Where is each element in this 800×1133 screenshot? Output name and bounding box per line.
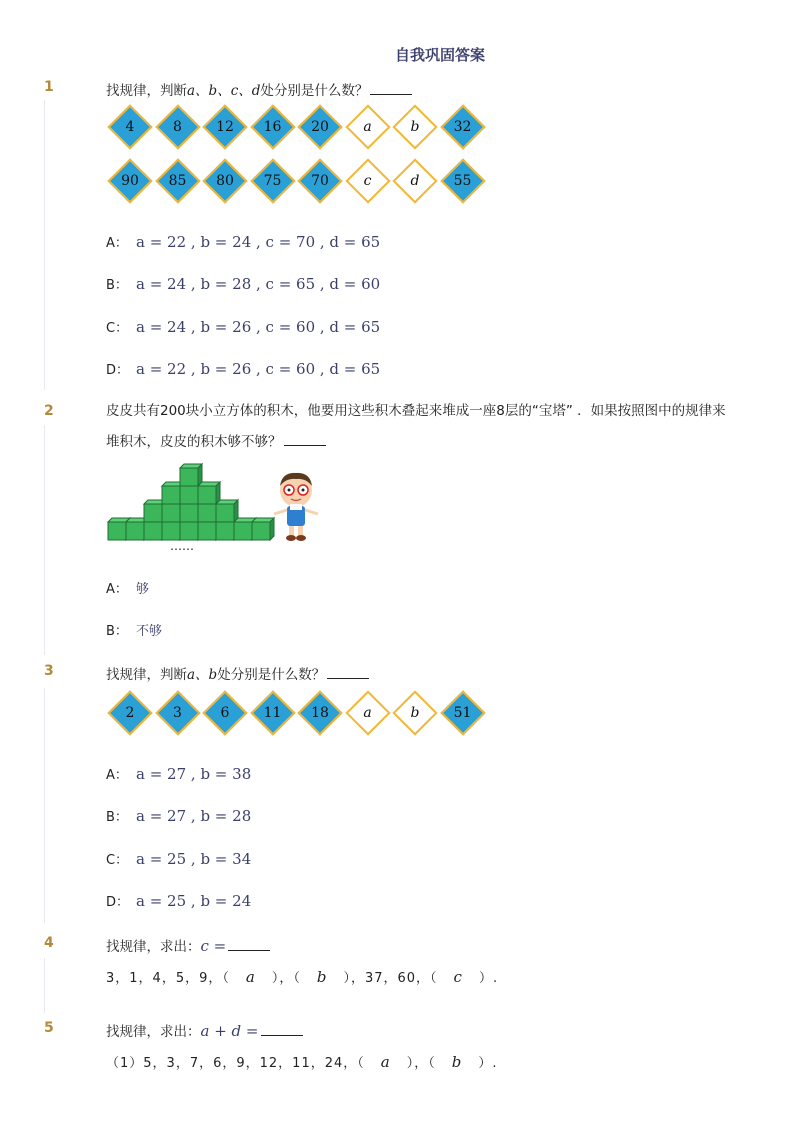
block-cube xyxy=(198,482,220,504)
sequence-text: 3，1，4，5，9，（ xyxy=(106,971,230,986)
sequence-text: ）. xyxy=(478,971,499,986)
target-expression: a + d = xyxy=(200,1022,259,1040)
diamond-cell xyxy=(201,157,249,205)
option-text: a = 25 , b = 34 xyxy=(136,850,252,868)
diamond-value: 80 xyxy=(216,173,234,189)
diamond-cell xyxy=(201,689,249,737)
diamond-cell xyxy=(106,689,154,737)
option-label: B： xyxy=(106,624,128,639)
option-d[interactable] xyxy=(106,891,251,910)
option-text: a = 24 , b = 28 , c = 65 , d = 60 xyxy=(136,275,381,293)
number-sequence xyxy=(106,967,498,986)
block-cube xyxy=(180,464,202,486)
option-label: A： xyxy=(106,582,128,597)
stem-text: 找规律，求出： xyxy=(106,939,201,955)
boy-cartoon-icon xyxy=(268,470,324,542)
option-label: D： xyxy=(106,895,130,910)
diamond-cell xyxy=(106,157,154,205)
question-stem xyxy=(106,663,369,683)
option-a[interactable] xyxy=(106,764,251,783)
question-number: 5 xyxy=(44,1020,54,1036)
diamond-cell xyxy=(249,157,297,205)
sequence-text: （1）5，3，7，6，9，12，11，24，（ xyxy=(106,1056,365,1071)
stem-text: 找规律，判断 xyxy=(106,83,187,99)
option-d[interactable] xyxy=(106,359,380,378)
diamond-value: a xyxy=(363,705,372,721)
option-label: C： xyxy=(106,853,129,868)
option-label: C： xyxy=(106,321,129,336)
question-number: 1 xyxy=(44,79,54,95)
sequence-variable: b xyxy=(451,1053,463,1071)
diamond-cell xyxy=(249,103,297,151)
diamond-cell xyxy=(201,103,249,151)
sequence-variable: b xyxy=(316,968,328,986)
block-cube xyxy=(216,500,238,522)
option-text: a = 27 , b = 38 xyxy=(136,765,252,783)
option-label: A： xyxy=(106,768,128,783)
option-c[interactable] xyxy=(106,849,251,868)
stem-text: 皮皮共有200块小立方体的积木，他要用这些积木叠起来堆成一座8层的“宝塔” ．如果按照图中的规律来堆积木，皮皮的积木够不够？ xyxy=(106,403,726,450)
option-text: a = 24 , b = 26 , c = 60 , d = 65 xyxy=(136,318,381,336)
stem-variables: a、b xyxy=(187,667,218,683)
diamond-unknown-cell xyxy=(391,689,439,737)
sequence-text: ），（ xyxy=(406,1056,436,1071)
option-text: a = 25 , b = 24 xyxy=(136,892,252,910)
divider xyxy=(44,100,45,390)
target-expression: c = xyxy=(200,937,227,955)
diamond-value: 18 xyxy=(311,705,329,721)
option-b[interactable] xyxy=(106,620,162,639)
sequence-text: ）. xyxy=(478,1056,498,1071)
sequence-text: ），37，60，（ xyxy=(343,971,438,986)
diamond-unknown-cell xyxy=(344,103,392,151)
diamond-cell xyxy=(439,689,487,737)
answer-blank xyxy=(284,444,326,446)
diamond-value: 4 xyxy=(125,119,135,135)
diamond-cell xyxy=(439,157,487,205)
option-text: 够 xyxy=(136,582,150,597)
diamond-cell xyxy=(439,103,487,151)
continuation-dots: …… xyxy=(170,539,194,553)
question-number: 2 xyxy=(44,403,54,419)
option-text: 不够 xyxy=(136,624,163,639)
sequence-variable: a xyxy=(380,1053,391,1071)
divider xyxy=(44,688,45,923)
divider xyxy=(44,958,45,1013)
diamond-cell xyxy=(296,103,344,151)
diamond-value: 70 xyxy=(311,173,329,189)
sequence-text: ），（ xyxy=(271,971,301,986)
question-stem xyxy=(106,396,726,458)
diamond-unknown-cell xyxy=(391,103,439,151)
diamond-value: c xyxy=(363,173,372,189)
option-label: B： xyxy=(106,810,128,825)
diamond-value: 32 xyxy=(453,119,472,135)
option-text: a = 22 , b = 24 , c = 70 , d = 65 xyxy=(136,233,381,251)
answer-blank xyxy=(370,93,412,95)
stem-text: 找规律，判断 xyxy=(106,667,187,683)
option-text: a = 27 , b = 28 xyxy=(136,807,252,825)
diamond-unknown-cell xyxy=(391,157,439,205)
diamond-value: 20 xyxy=(311,119,329,135)
diamond-value: 11 xyxy=(263,705,282,721)
diamond-cell xyxy=(154,689,202,737)
stem-text: 找规律，求出： xyxy=(106,1024,201,1040)
diamond-value: 6 xyxy=(220,705,230,721)
question-stem xyxy=(106,935,270,955)
diamond-value: 51 xyxy=(453,705,472,721)
stem-text: 处分别是什么数？ xyxy=(217,667,326,683)
option-a[interactable] xyxy=(106,578,149,597)
question-stem xyxy=(106,79,412,99)
divider xyxy=(44,425,45,655)
option-label: D： xyxy=(106,363,130,378)
option-c[interactable] xyxy=(106,317,380,336)
diamond-value: 8 xyxy=(173,119,182,135)
diamond-value: a xyxy=(363,119,372,135)
diamond-value: b xyxy=(410,119,420,135)
answer-blank xyxy=(228,949,270,951)
diamond-cell xyxy=(249,689,297,737)
answer-blank xyxy=(327,677,369,679)
diamond-value: 12 xyxy=(216,119,234,135)
diamond-cell xyxy=(296,689,344,737)
stem-variables: a、b、c、d xyxy=(187,83,261,99)
diamond-value: 2 xyxy=(125,705,135,721)
option-text: a = 22 , b = 26 , c = 60 , d = 65 xyxy=(136,360,381,378)
question-number: 3 xyxy=(44,663,54,679)
diamond-cell xyxy=(154,157,202,205)
answer-blank xyxy=(261,1034,303,1036)
diamond-value: 3 xyxy=(173,705,182,721)
stem-text: 处分别是什么数？ xyxy=(260,83,369,99)
diamond-value: 55 xyxy=(453,173,472,189)
diamond-unknown-cell xyxy=(344,157,392,205)
option-b[interactable] xyxy=(106,274,380,293)
green-blocks xyxy=(108,464,274,540)
diamond-value: 75 xyxy=(263,173,282,189)
sequence-variable: c xyxy=(453,968,463,986)
diamond-value: d xyxy=(410,173,420,189)
sequence-variable: a xyxy=(245,968,256,986)
page-title: 自我巩固答案 xyxy=(394,46,485,64)
question-number: 4 xyxy=(44,935,54,951)
number-sequence xyxy=(106,1052,497,1071)
option-b[interactable] xyxy=(106,806,251,825)
option-a[interactable] xyxy=(106,232,380,251)
diamond-value: b xyxy=(410,705,420,721)
diamond-cell xyxy=(154,103,202,151)
diamond-unknown-cell xyxy=(344,689,392,737)
diamond-value: 90 xyxy=(121,173,139,189)
diamond-cell xyxy=(106,103,154,151)
diamond-value: 85 xyxy=(168,173,187,189)
option-label: A： xyxy=(106,236,128,251)
diamond-cell xyxy=(296,157,344,205)
diamond-value: 16 xyxy=(263,119,282,135)
option-label: B： xyxy=(106,278,128,293)
question-stem xyxy=(106,1020,303,1040)
